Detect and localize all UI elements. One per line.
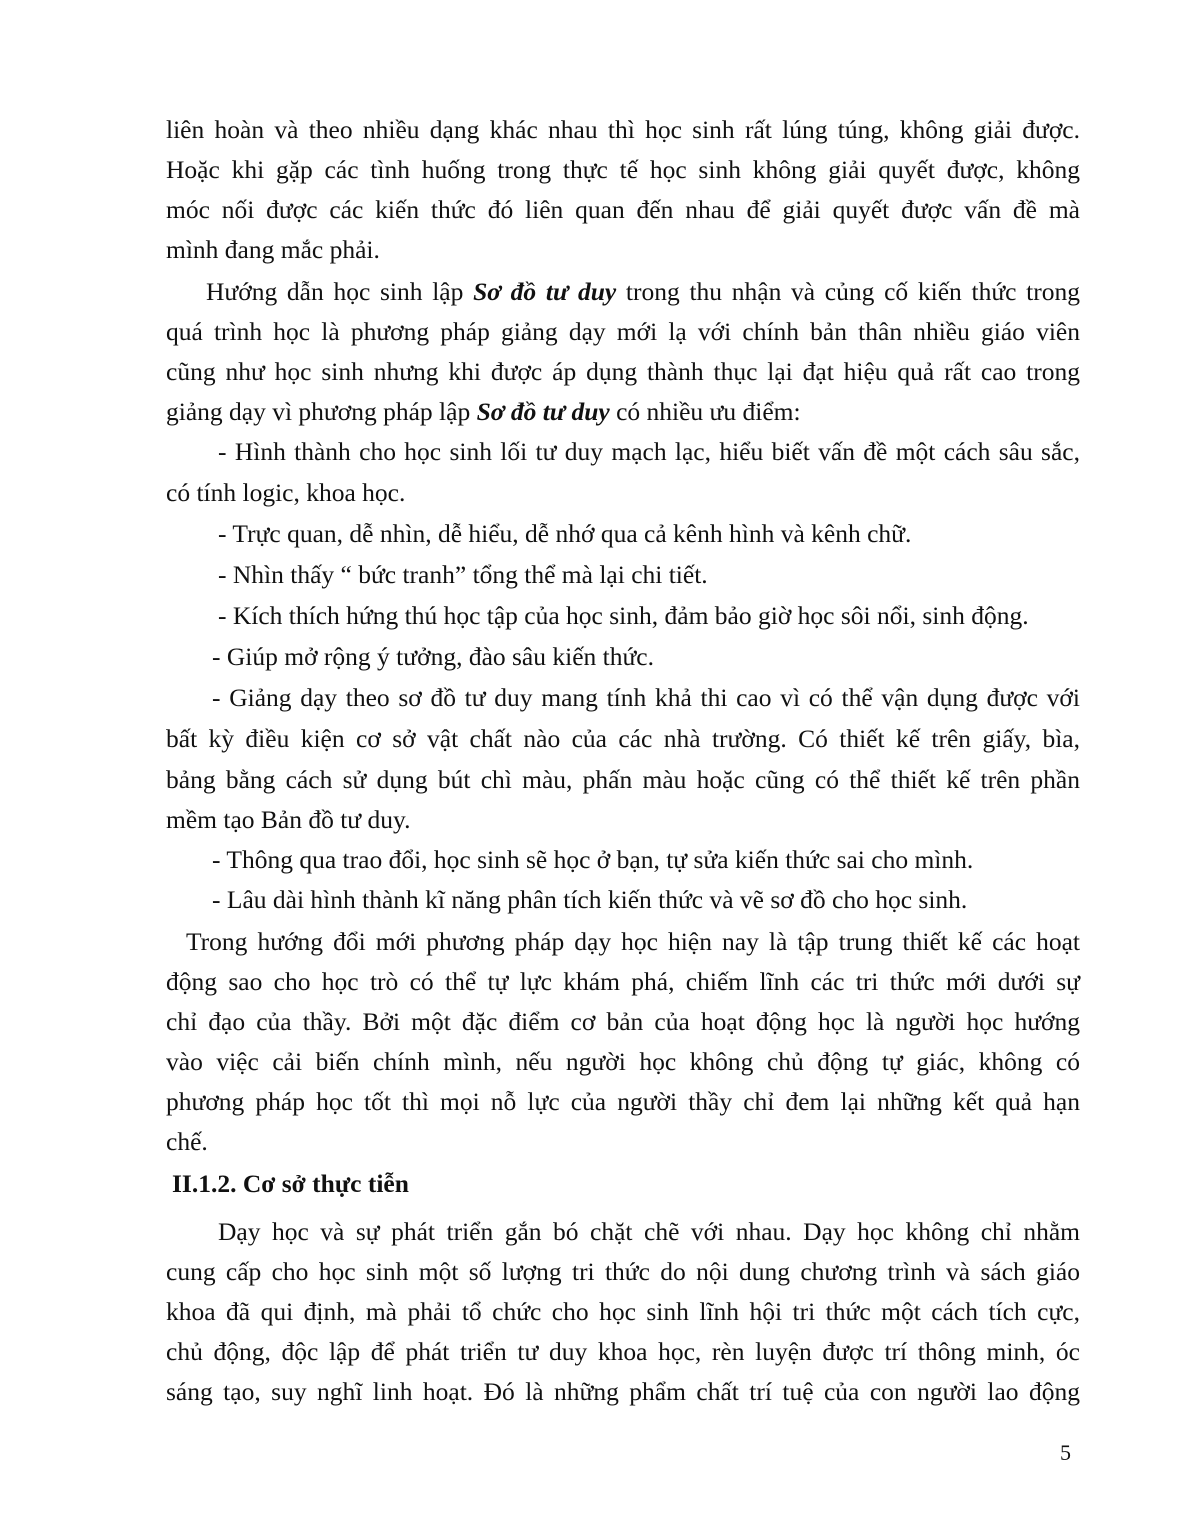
text-line: chế. [166, 1127, 208, 1156]
text-run: trong thu nhận và củng cố kiến thức trong [616, 277, 1080, 306]
list-item: - Thông qua trao đổi, học sinh sẽ học ở bạn, tự sửa kiến thức sai cho mình. [212, 845, 974, 874]
term-mindmap: Sơ đồ tư duy [473, 277, 617, 306]
text-run: giảng dạy vì phương pháp lập [166, 397, 477, 426]
text-line [206, 272, 1080, 312]
page-number: 5 [1060, 1440, 1071, 1465]
list-item-continuation: mềm tạo Bản đồ tư duy. [166, 805, 411, 834]
list-item: - Giảng dạy theo sơ đồ tư duy mang tính khả thi cao vì có thể vận dụng được với [212, 683, 1080, 712]
list-item: - Giúp mở rộng ý tưởng, đào sâu kiến thức. [212, 642, 655, 671]
text-line: cũng như học sinh nhưng khi được áp dụng thành thục lại đạt hiệu quả rất cao trong [166, 357, 1080, 386]
list-item-continuation: bất kỳ điều kiện cơ sở vật chất nào của các nhà trường. Có thiết kế trên giấy, bìa, [166, 724, 1080, 753]
section-heading: II.1.2. Cơ sở thực tiễn [172, 1169, 409, 1198]
list-item: - Lâu dài hình thành kĩ năng phân tích kiến thức và vẽ sơ đồ cho học sinh. [212, 885, 968, 914]
text-line: cung cấp cho học sinh một số lượng tri thức do nội dung chương trình và sách giáo [166, 1257, 1080, 1286]
text-line: mình đang mắc phải. [166, 235, 380, 264]
list-item-continuation: có tính logic, khoa học. [166, 478, 406, 507]
list-item: - Nhìn thấy “ bức tranh” tổng thể mà lại chi tiết. [218, 560, 708, 589]
text-line: chỉ đạo của thầy. Bởi một đặc điểm cơ bản của hoạt động học là người học hướng [166, 1007, 1080, 1036]
text-line: phương pháp học tốt thì mọi nỗ lực của người thầy chỉ đem lại những kết quả hạn [166, 1087, 1080, 1116]
text-line: vào việc cải biến chính mình, nếu người học không chủ động tự giác, không có [166, 1047, 1080, 1076]
text-run: có nhiều ưu điểm: [609, 397, 801, 426]
text-line: móc nối được các kiến thức đó liên quan đến nhau để giải quyết được vấn đề mà [166, 195, 1080, 224]
text-line: khoa đã qui định, mà phải tổ chức cho học sinh lĩnh hội tri thức một cách tích cực, [166, 1297, 1080, 1326]
text-line [166, 392, 1080, 432]
text-line: Hoặc khi gặp các tình huống trong thực tế học sinh không giải quyết được, không [166, 155, 1080, 184]
text-line: Trong hướng đổi mới phương pháp dạy học hiện nay là tập trung thiết kế các hoạt [186, 927, 1080, 956]
term-mindmap: Sơ đồ tư duy [476, 397, 610, 426]
text-line: sáng tạo, suy nghĩ linh hoạt. Đó là những phẩm chất trí tuệ của con người lao động [166, 1377, 1080, 1406]
list-item: - Hình thành cho học sinh lối tư duy mạch lạc, hiểu biết vấn đề một cách sâu sắc, [218, 437, 1080, 466]
list-item-continuation: bảng bằng cách sử dụng bút chì màu, phấn màu hoặc cũng có thể thiết kế trên phần [166, 765, 1080, 794]
list-item: - Kích thích hứng thú học tập của học sinh, đảm bảo giờ học sôi nổi, sinh động. [218, 601, 1029, 630]
text-line: chủ động, độc lập để phát triển tư duy khoa học, rèn luyện được trí thông minh, óc [166, 1337, 1080, 1366]
text-line: động sao cho học trò có thể tự lực khám phá, chiếm lĩnh các tri thức mới dưới sự [166, 967, 1080, 996]
text-line: Dạy học và sự phát triển gắn bó chặt chẽ với nhau. Dạy học không chỉ nhằm [218, 1217, 1080, 1246]
text-line: liên hoàn và theo nhiều dạng khác nhau thì học sinh rất lúng túng, không giải được. [166, 115, 1080, 144]
list-item: - Trực quan, dễ nhìn, dễ hiểu, dễ nhớ qua cả kênh hình và kênh chữ. [218, 519, 912, 548]
text-run: Hướng dẫn học sinh lập [206, 277, 474, 306]
text-line: quá trình học là phương pháp giảng dạy mới lạ với chính bản thân nhiều giáo viên [166, 317, 1080, 346]
